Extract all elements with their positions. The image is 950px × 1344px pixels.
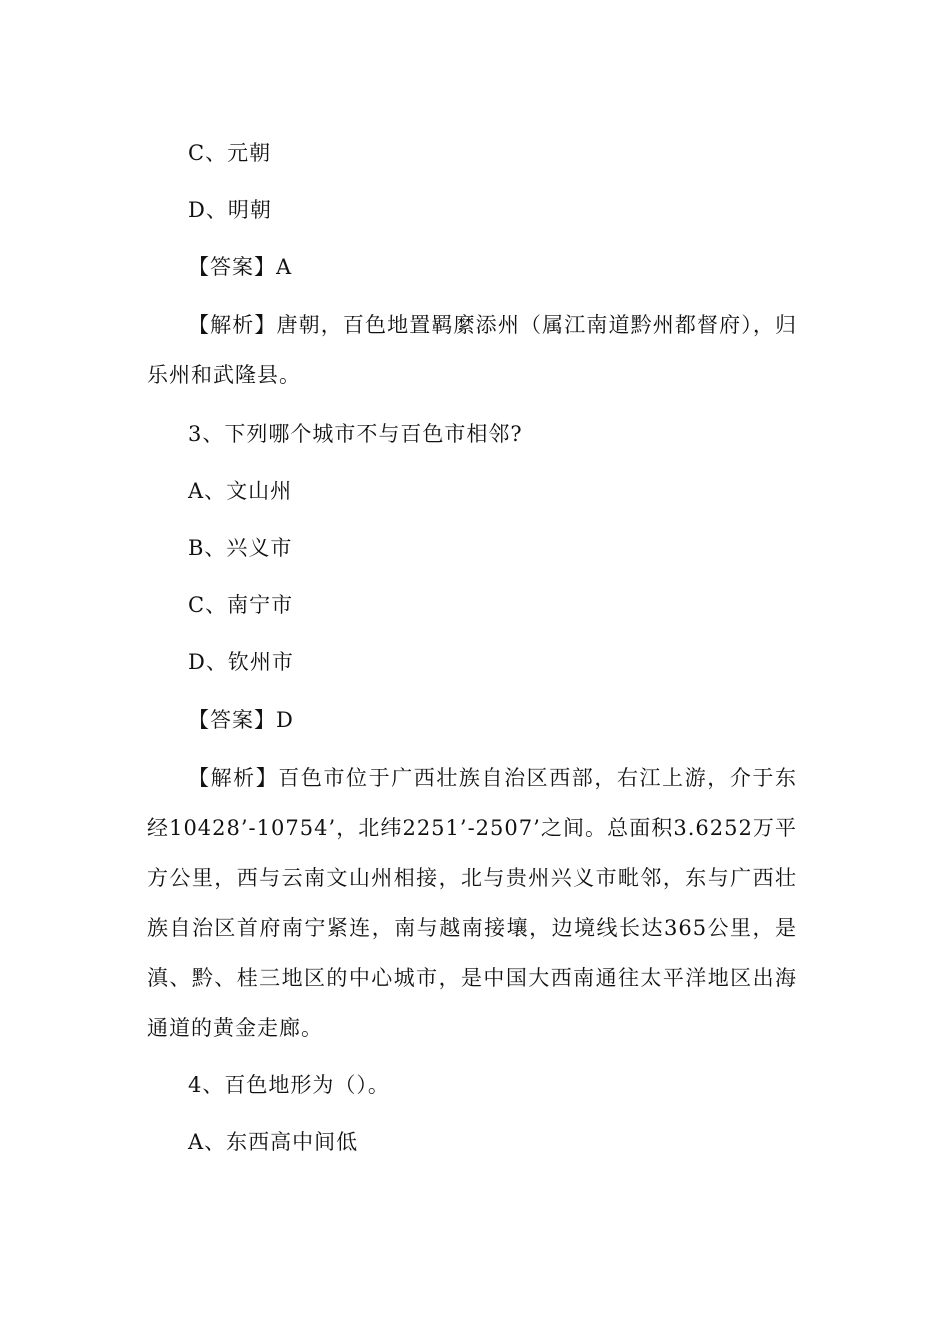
answer-q3: 【答案】D [188, 708, 294, 732]
question-4-option-a: A、东西高中间低 [188, 1130, 359, 1154]
question-3-option-c: C、南宁市 [188, 593, 294, 617]
option-c-yuan: C、元朝 [188, 141, 272, 165]
analysis-q3: 【解析】百色市位于广西壮族自治区西部，右江上游，介于东经10428’-10754’，北纬2251’-2507’之间。总面积3.6252万平方公里，西与云南文山州相接，北与贵州兴义市毗邻，东与广西壮族自治区首府南宁紧连，南与越南接壤，边境线长达365公里，是滇、黔、桂三地区的中心城市，是中国大西南通往太平洋地区出海通道的黄金走廊。 [147, 766, 797, 1040]
answer-q2: 【答案】A [188, 255, 293, 279]
question-3-option-b: B、兴义市 [188, 536, 293, 560]
question-3: 3、下列哪个城市不与百色市相邻? [188, 422, 523, 446]
question-3-option-d: D、钦州市 [188, 650, 294, 674]
question-4: 4、百色地形为（）。 [188, 1073, 390, 1097]
option-d-ming: D、明朝 [188, 198, 272, 222]
analysis-q2: 【解析】唐朝，百色地置羁縻添州（属江南道黔州都督府），归乐州和武隆县。 [147, 313, 797, 387]
question-3-option-a: A、文山州 [188, 479, 293, 503]
